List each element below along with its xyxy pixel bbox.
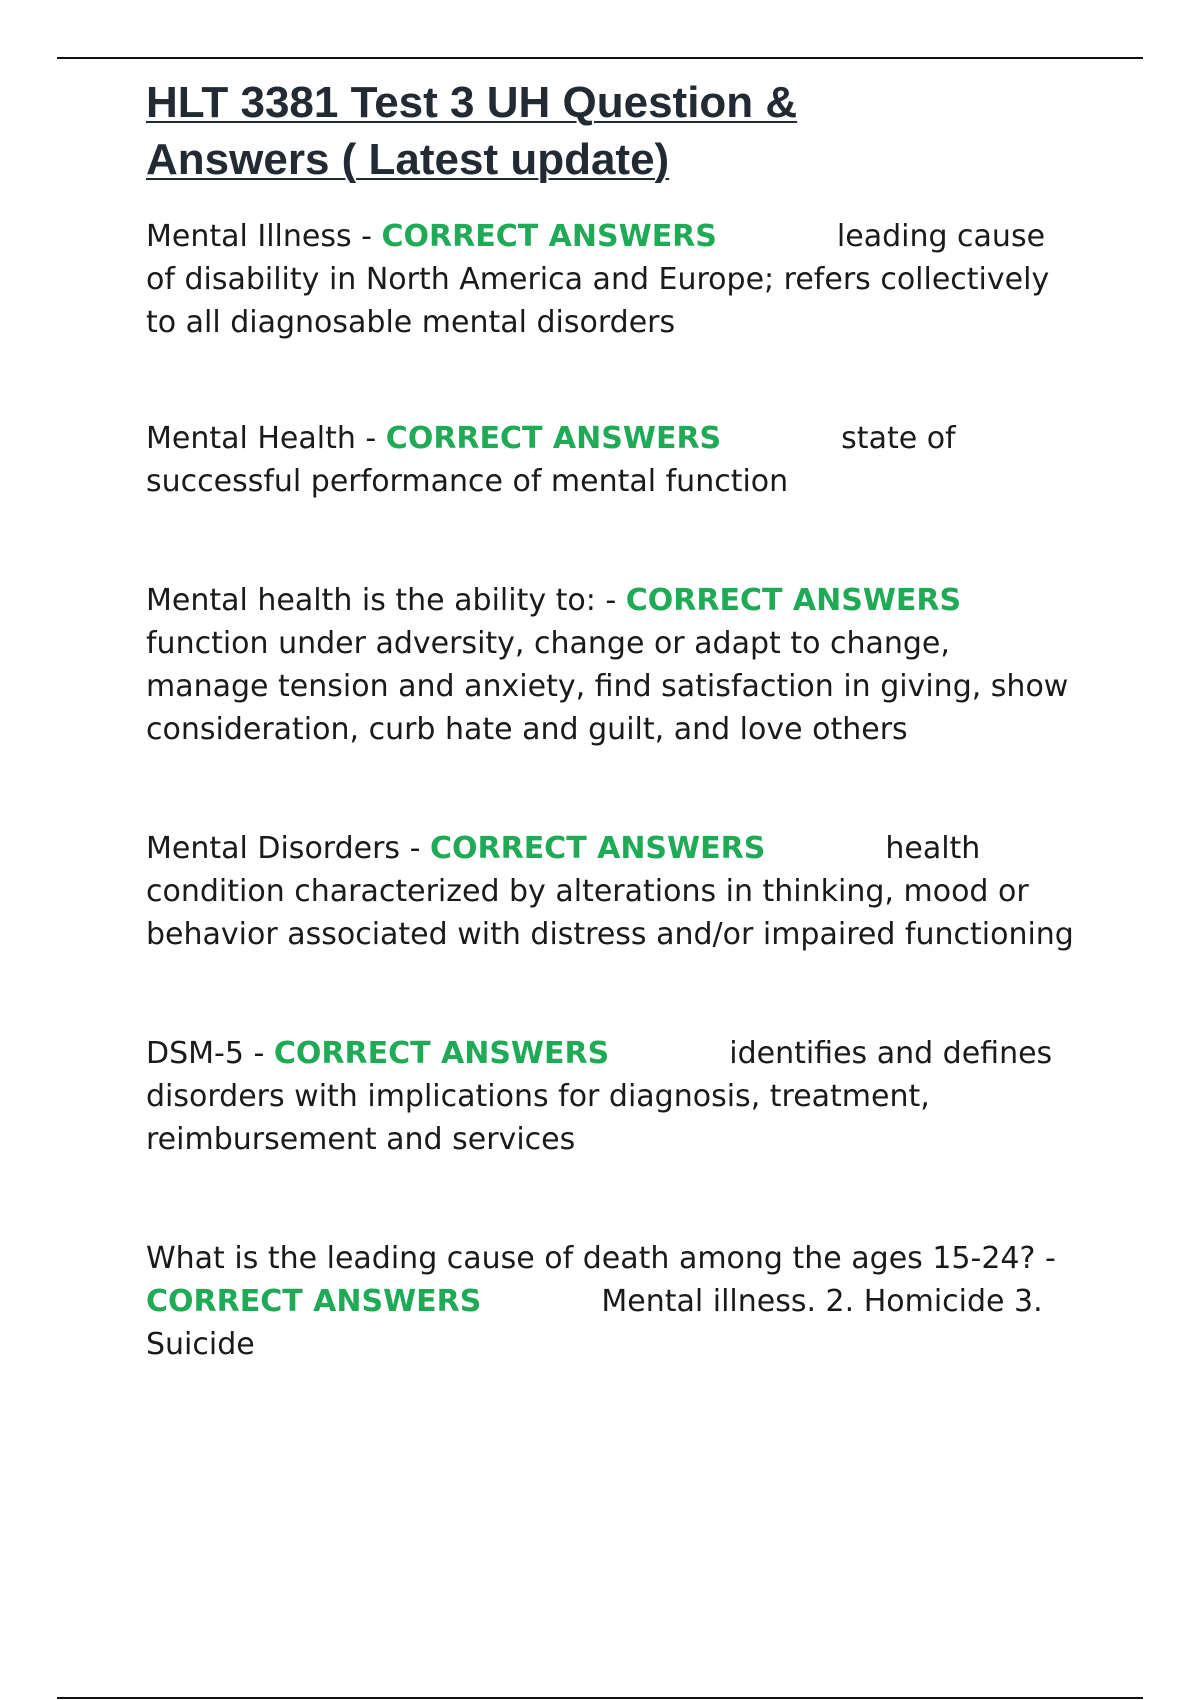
qa-definition: identifies and defines disorders with implications for diagnosis, treatment, reimbursement and services [146, 1036, 1053, 1157]
qa-definition: function under adversity, change or adapt to change, manage tension and anxiety, find satisfaction in giving, show consideration, curb hate and guilt, and love others [146, 626, 1069, 747]
document-body [146, 74, 1076, 1366]
qa-term: Mental Health [146, 421, 356, 456]
qa-item [146, 1032, 1076, 1161]
qa-separator: - [351, 219, 382, 254]
qa-item [146, 579, 1076, 751]
qa-term: Mental Disorders [146, 831, 401, 866]
correct-answers-label: CORRECT ANSWERS [146, 1284, 482, 1319]
correct-answers-label: CORRECT ANSWERS [625, 583, 962, 618]
correct-answers-label: CORRECT ANSWERS [273, 1036, 610, 1071]
correct-answers-label: CORRECT ANSWERS [381, 219, 717, 254]
qa-item [146, 827, 1076, 956]
qa-definition: leading cause of disability in North America and Europe; refers collectively to all diagnosable mental disorders [146, 219, 1050, 340]
qa-definition: health condition characterized by alterations in thinking, mood or behavior associated with distress and/or impaired functioning [146, 831, 1074, 952]
top-rule [57, 57, 1143, 59]
qa-separator: - [355, 421, 386, 456]
qa-separator: - [595, 583, 626, 618]
qa-definition: state of successful performance of mental function [146, 421, 956, 499]
qa-item [146, 215, 1076, 344]
qa-term: Mental Illness [146, 219, 352, 254]
title-line-2: Answers ( Latest update) [146, 135, 670, 184]
qa-term: What is the leading cause of death among the ages 15-24? [146, 1241, 1036, 1276]
title-line-1: HLT 3381 Test 3 UH Question & [146, 78, 798, 127]
qa-term: Mental health is the ability to: [146, 583, 596, 618]
correct-answers-label: CORRECT ANSWERS [429, 831, 766, 866]
qa-definition: Mental illness. 2. Homicide 3. Suicide [146, 1284, 1043, 1362]
qa-term: DSM-5 [146, 1036, 244, 1071]
bottom-rule [57, 1697, 1143, 1699]
qa-item [146, 417, 1076, 503]
correct-answers-label: CORRECT ANSWERS [385, 421, 722, 456]
qa-separator: - [400, 831, 430, 866]
qa-separator: - [1035, 1241, 1056, 1276]
qa-item [146, 1237, 1076, 1366]
document-title [146, 74, 1076, 188]
qa-separator: - [243, 1036, 274, 1071]
